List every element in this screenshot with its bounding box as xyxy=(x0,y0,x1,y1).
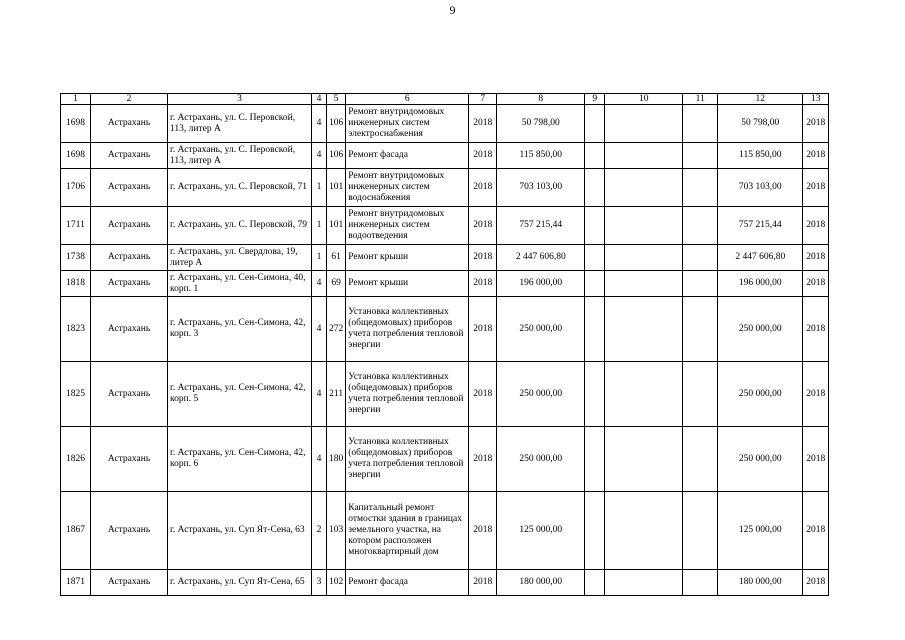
cell-start-year: 2018 xyxy=(469,570,497,596)
cell-col-9 xyxy=(585,427,605,492)
cell-regional-fund: 250 000,00 xyxy=(718,297,803,362)
cell-floors: 4 xyxy=(312,105,327,143)
cell-row-number: 1711 xyxy=(61,207,91,245)
cell-col-9 xyxy=(585,105,605,143)
cell-floors: 1 xyxy=(312,207,327,245)
cell-address: г. Астрахань, ул. Суп Ят-Сена, 65 xyxy=(168,570,312,596)
cell-work-type: Ремонт внутридомовых инженерных систем электроснабжения xyxy=(346,105,469,143)
cell-locality: Астрахань xyxy=(91,207,168,245)
cell-regional-fund: 757 215,44 xyxy=(718,207,803,245)
cell-end-year: 2018 xyxy=(803,427,829,492)
header-row xyxy=(61,94,829,105)
cell-address: г. Астрахань, ул. Сен-Симона, 42, корп. 6 xyxy=(168,427,312,492)
cell-col-10 xyxy=(605,271,683,297)
table-row xyxy=(61,143,829,169)
cell-start-year: 2018 xyxy=(469,362,497,427)
cell-apartments: 180 xyxy=(327,427,346,492)
cell-locality: Астрахань xyxy=(91,271,168,297)
cell-start-year: 2018 xyxy=(469,169,497,207)
cell-row-number: 1698 xyxy=(61,143,91,169)
column-header-3: 3 xyxy=(168,94,312,105)
cell-col-9 xyxy=(585,271,605,297)
cell-total-cost: 703 103,00 xyxy=(497,169,585,207)
cell-col-9 xyxy=(585,169,605,207)
column-header-9: 9 xyxy=(585,94,605,105)
cell-address: г. Астрахань, ул. С. Перовской, 113, литер А xyxy=(168,105,312,143)
table-row xyxy=(61,427,829,492)
cell-end-year: 2018 xyxy=(803,169,829,207)
cell-address: г. Астрахань, ул. Сен-Симона, 42, корп. 3 xyxy=(168,297,312,362)
cell-apartments: 211 xyxy=(327,362,346,427)
cell-end-year: 2018 xyxy=(803,362,829,427)
cell-col-9 xyxy=(585,362,605,427)
cell-regional-fund: 703 103,00 xyxy=(718,169,803,207)
cell-locality: Астрахань xyxy=(91,427,168,492)
cell-regional-fund: 180 000,00 xyxy=(718,570,803,596)
cell-total-cost: 115 850,00 xyxy=(497,143,585,169)
cell-start-year: 2018 xyxy=(469,143,497,169)
cell-start-year: 2018 xyxy=(469,297,497,362)
column-header-8: 8 xyxy=(497,94,585,105)
column-header-5: 5 xyxy=(327,94,346,105)
cell-floors: 1 xyxy=(312,245,327,271)
cell-floors: 3 xyxy=(312,570,327,596)
cell-total-cost: 757 215,44 xyxy=(497,207,585,245)
cell-regional-fund: 196 000,00 xyxy=(718,271,803,297)
cell-col-10 xyxy=(605,207,683,245)
column-header-11: 11 xyxy=(683,94,718,105)
cell-row-number: 1818 xyxy=(61,271,91,297)
cell-start-year: 2018 xyxy=(469,271,497,297)
cell-address: г. Астрахань, ул. С. Перовской, 113, литер А xyxy=(168,143,312,169)
cell-total-cost: 180 000,00 xyxy=(497,570,585,596)
cell-col-11 xyxy=(683,570,718,596)
cell-floors: 4 xyxy=(312,271,327,297)
cell-apartments: 106 xyxy=(327,143,346,169)
cell-work-type: Установка коллективных (общедомовых) приборов учета потребления тепловой энергии xyxy=(346,362,469,427)
cell-regional-fund: 125 000,00 xyxy=(718,492,803,570)
cell-total-cost: 250 000,00 xyxy=(497,362,585,427)
cell-address: г. Астрахань, ул. Сен-Симона, 42, корп. 5 xyxy=(168,362,312,427)
cell-end-year: 2018 xyxy=(803,271,829,297)
cell-col-9 xyxy=(585,245,605,271)
cell-col-9 xyxy=(585,143,605,169)
cell-col-9 xyxy=(585,207,605,245)
cell-apartments: 101 xyxy=(327,207,346,245)
cell-work-type: Ремонт фасада xyxy=(346,143,469,169)
cell-address: г. Астрахань, ул. С. Перовской, 79 xyxy=(168,207,312,245)
column-header-12: 12 xyxy=(718,94,803,105)
cell-floors: 4 xyxy=(312,143,327,169)
cell-locality: Астрахань xyxy=(91,492,168,570)
cell-locality: Астрахань xyxy=(91,570,168,596)
cell-col-10 xyxy=(605,427,683,492)
cell-regional-fund: 2 447 606,80 xyxy=(718,245,803,271)
cell-address: г. Астрахань, ул. Суп Ят-Сена, 63 xyxy=(168,492,312,570)
column-header-13: 13 xyxy=(803,94,829,105)
cell-row-number: 1738 xyxy=(61,245,91,271)
cell-col-10 xyxy=(605,143,683,169)
cell-end-year: 2018 xyxy=(803,105,829,143)
table-body xyxy=(61,105,829,596)
cell-col-10 xyxy=(605,297,683,362)
table-row xyxy=(61,492,829,570)
cell-row-number: 1867 xyxy=(61,492,91,570)
column-header-2: 2 xyxy=(91,94,168,105)
cell-total-cost: 125 000,00 xyxy=(497,492,585,570)
cell-address: г. Астрахань, ул. С. Перовской, 71 xyxy=(168,169,312,207)
cell-end-year: 2018 xyxy=(803,297,829,362)
cell-apartments: 61 xyxy=(327,245,346,271)
cell-row-number: 1698 xyxy=(61,105,91,143)
cell-col-9 xyxy=(585,297,605,362)
cell-col-10 xyxy=(605,245,683,271)
cell-col-11 xyxy=(683,427,718,492)
cell-floors: 4 xyxy=(312,297,327,362)
cell-total-cost: 196 000,00 xyxy=(497,271,585,297)
cell-total-cost: 250 000,00 xyxy=(497,297,585,362)
table-row xyxy=(61,169,829,207)
cell-col-10 xyxy=(605,105,683,143)
cell-col-11 xyxy=(683,245,718,271)
table-row xyxy=(61,570,829,596)
cell-col-11 xyxy=(683,271,718,297)
cell-col-11 xyxy=(683,492,718,570)
cell-row-number: 1871 xyxy=(61,570,91,596)
cell-work-type: Ремонт крыши xyxy=(346,271,469,297)
cell-work-type: Ремонт внутридомовых инженерных систем водоснабжения xyxy=(346,169,469,207)
cell-col-11 xyxy=(683,297,718,362)
cell-row-number: 1825 xyxy=(61,362,91,427)
cell-end-year: 2018 xyxy=(803,492,829,570)
cell-col-11 xyxy=(683,362,718,427)
cell-work-type: Установка коллективных (общедомовых) приборов учета потребления тепловой энергии xyxy=(346,297,469,362)
cell-floors: 2 xyxy=(312,492,327,570)
cell-apartments: 101 xyxy=(327,169,346,207)
cell-col-10 xyxy=(605,362,683,427)
cell-end-year: 2018 xyxy=(803,143,829,169)
cell-start-year: 2018 xyxy=(469,427,497,492)
cell-work-type: Установка коллективных (общедомовых) приборов учета потребления тепловой энергии xyxy=(346,427,469,492)
cell-apartments: 103 xyxy=(327,492,346,570)
cell-regional-fund: 50 798,00 xyxy=(718,105,803,143)
column-header-10: 10 xyxy=(605,94,683,105)
cell-col-9 xyxy=(585,570,605,596)
cell-locality: Астрахань xyxy=(91,143,168,169)
cell-col-9 xyxy=(585,492,605,570)
column-header-6: 6 xyxy=(346,94,469,105)
cell-work-type: Ремонт фасада xyxy=(346,570,469,596)
cell-start-year: 2018 xyxy=(469,207,497,245)
repair-program-table xyxy=(60,93,829,596)
cell-work-type: Ремонт крыши xyxy=(346,245,469,271)
cell-apartments: 272 xyxy=(327,297,346,362)
table-row xyxy=(61,245,829,271)
table-row xyxy=(61,362,829,427)
cell-apartments: 106 xyxy=(327,105,346,143)
cell-col-10 xyxy=(605,570,683,596)
cell-work-type: Ремонт внутридомовых инженерных систем водоотведения xyxy=(346,207,469,245)
cell-locality: Астрахань xyxy=(91,169,168,207)
cell-floors: 1 xyxy=(312,169,327,207)
cell-col-11 xyxy=(683,207,718,245)
cell-end-year: 2018 xyxy=(803,245,829,271)
cell-locality: Астрахань xyxy=(91,245,168,271)
cell-end-year: 2018 xyxy=(803,207,829,245)
cell-end-year: 2018 xyxy=(803,570,829,596)
cell-col-11 xyxy=(683,143,718,169)
column-header-1: 1 xyxy=(61,94,91,105)
cell-col-10 xyxy=(605,169,683,207)
cell-total-cost: 2 447 606,80 xyxy=(497,245,585,271)
cell-row-number: 1826 xyxy=(61,427,91,492)
cell-apartments: 69 xyxy=(327,271,346,297)
cell-regional-fund: 250 000,00 xyxy=(718,427,803,492)
column-header-4: 4 xyxy=(312,94,327,105)
table-row xyxy=(61,105,829,143)
cell-locality: Астрахань xyxy=(91,362,168,427)
cell-total-cost: 250 000,00 xyxy=(497,427,585,492)
cell-col-10 xyxy=(605,492,683,570)
cell-start-year: 2018 xyxy=(469,245,497,271)
cell-locality: Астрахань xyxy=(91,105,168,143)
cell-address: г. Астрахань, ул. Сен-Симона, 40, корп. 1 xyxy=(168,271,312,297)
cell-locality: Астрахань xyxy=(91,297,168,362)
cell-apartments: 102 xyxy=(327,570,346,596)
cell-floors: 4 xyxy=(312,427,327,492)
cell-work-type: Капитальный ремонт отмостки здания в границах земельного участка, на котором расположен многоквартирный дом xyxy=(346,492,469,570)
column-header-7: 7 xyxy=(469,94,497,105)
cell-row-number: 1823 xyxy=(61,297,91,362)
cell-floors: 4 xyxy=(312,362,327,427)
cell-col-11 xyxy=(683,105,718,143)
cell-total-cost: 50 798,00 xyxy=(497,105,585,143)
cell-regional-fund: 115 850,00 xyxy=(718,143,803,169)
table-row xyxy=(61,271,829,297)
cell-start-year: 2018 xyxy=(469,105,497,143)
table-row xyxy=(61,297,829,362)
cell-col-11 xyxy=(683,169,718,207)
page-number: 9 xyxy=(449,3,456,17)
cell-row-number: 1706 xyxy=(61,169,91,207)
cell-address: г. Астрахань, ул. Свердлова, 19, литер А xyxy=(168,245,312,271)
cell-start-year: 2018 xyxy=(469,492,497,570)
table-row xyxy=(61,207,829,245)
cell-regional-fund: 250 000,00 xyxy=(718,362,803,427)
